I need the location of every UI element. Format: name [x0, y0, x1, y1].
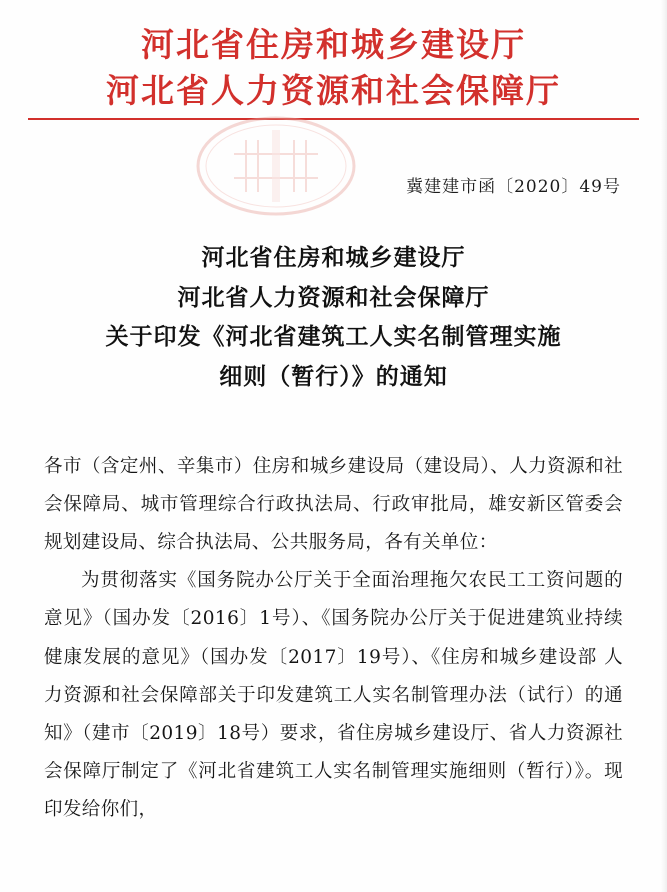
official-seal-watermark-icon: [186, 110, 366, 222]
title-line-2: 河北省人力资源和社会保障厅: [177, 283, 490, 311]
recipients-paragraph: 各市（含定州、辛集市）住房和城乡建设局（建设局）、人力资源和社会保障局、城市管理综合行政执法局、行政审批局，雄安新区管委会规划建设局、综合执法局、公共服务局，各有关单位：: [44, 456, 623, 554]
body-paragraph-1: 为贯彻落实《国务院办公厅关于全面治理拖欠农民工工资问题的意见》（国办发〔2016〕1号）、《国务院办公厅关于促进建筑业持续健康发展的意见》（国办发〔2017〕19号）、《住房和城乡建设部 人力资源和社会保障部关于印发建筑工人实名制管理办法（试行）的通知》（建市〔2019〕18号）要求，省住房城乡建设厅、省人力资源社会保障厅制定了《河北省建筑工人实名制管理实施细则（暂行）》。现印发给你们，: [44, 570, 623, 820]
masthead-divider-rule: [28, 118, 639, 120]
document-title: [70, 238, 597, 396]
title-line-4: 细则（暂行）》的通知: [219, 362, 448, 390]
document-number: 冀建建市函〔2020〕49号: [406, 177, 621, 197]
title-line-1: 河北省住房和城乡建设厅: [201, 244, 466, 271]
masthead-line-1: 河北省住房和城乡建设厅: [141, 25, 526, 64]
masthead-line-2: 河北省人力资源和社会保障厅: [106, 70, 561, 110]
document-body: [44, 448, 623, 829]
title-line-3: 关于印发《河北省建筑工人实名制管理实施: [105, 323, 562, 351]
page-edge-shadow: [661, 0, 667, 892]
document-masthead: [0, 0, 667, 113]
